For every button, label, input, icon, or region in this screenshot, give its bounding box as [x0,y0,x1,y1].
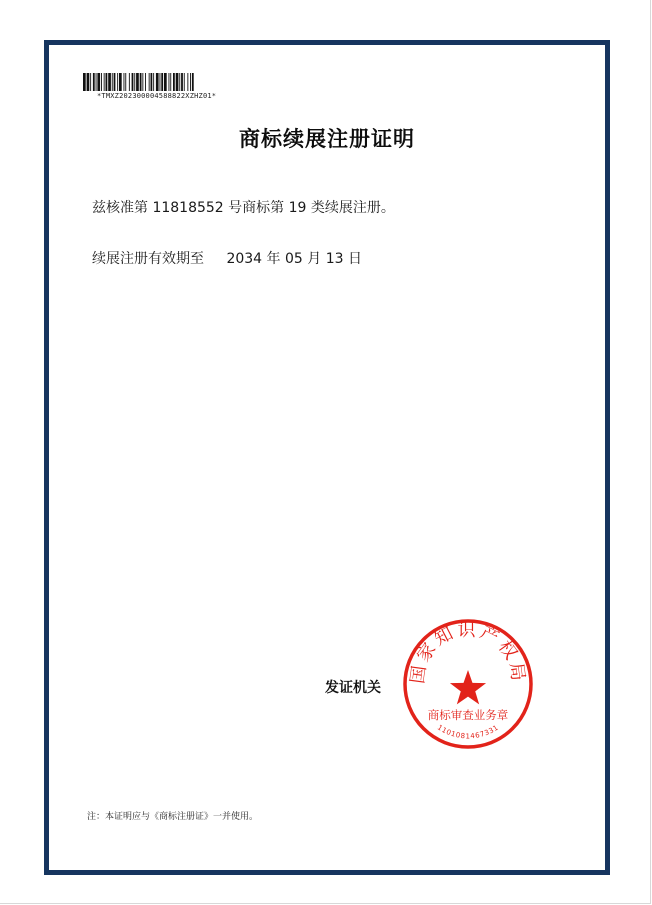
barcode-bar [97,73,100,91]
validity-day-unit: 日 [348,251,363,267]
barcode-bar [140,73,142,91]
barcode-bar [112,73,113,91]
barcode-bar [170,73,171,91]
validity-month-unit: 月 [307,251,322,267]
star-icon [450,670,486,704]
barcode-bar [136,73,139,91]
barcode-bar [132,73,134,91]
barcode-bar [176,73,179,91]
barcode-bar [93,73,95,91]
footnote: 注：本证明应与《商标注册证》一并使用。 [87,812,259,822]
barcode-bar [145,73,146,91]
approval-prefix: 兹核准第 [92,200,148,216]
class-number: 19 [288,200,307,216]
approval-statement [92,197,395,217]
barcode-bar [125,73,126,91]
barcode-bar [192,73,194,91]
barcode-bar [164,73,167,91]
approval-mid: 号商标第 [228,200,285,216]
barcode-bar [134,73,135,91]
barcode-bar [124,73,125,91]
barcode-bar [179,73,180,91]
barcode-bar [90,73,91,91]
barcode-bar [187,73,188,91]
validity-day: 13 [325,251,344,267]
issuing-authority-label: 发证机关 [325,680,381,696]
barcode-bar [151,73,153,91]
barcode-bar [156,73,159,91]
approval-suffix: 类续展注册。 [310,200,395,216]
barcode-bar [106,73,108,91]
certificate-frame [44,40,610,875]
barcode-bar [153,73,154,91]
barcode-bar [108,73,111,91]
barcode-bar [173,73,175,91]
barcode-bar [190,73,191,91]
barcode-bar [119,73,122,91]
barcode-bar [181,73,183,91]
validity-label: 续展注册有效期至 [92,251,204,267]
barcode-bar [142,73,143,91]
certificate-title: 商标续展注册证明 [239,127,415,151]
validity-year-unit: 年 [266,251,281,267]
barcode-bar [87,73,90,91]
barcode-bar [149,73,150,91]
barcode-bar [117,73,118,91]
seal-outer-text: 国家知识产权局 [407,619,529,686]
seal-number: 1101081467331 [435,723,501,741]
barcode-bar [101,73,102,91]
barcode-bar [184,73,185,91]
barcode-block [83,73,243,100]
barcode-bar [104,73,105,91]
barcode-bar [96,73,97,91]
registration-number: 11818552 [152,200,224,216]
barcode-bar [114,73,116,91]
validity-month: 05 [285,251,303,267]
official-seal [401,617,535,751]
validity-statement [92,248,362,268]
barcode-bar [169,73,170,91]
barcode-bar [83,73,86,91]
barcode-bar [129,73,130,91]
barcode-bar [160,73,161,91]
barcode-number: *TMXZ202300004588822XZHZ01* [97,92,217,100]
barcode-bar [161,73,163,91]
validity-year: 2034 [226,251,263,267]
barcode-image [83,73,239,91]
seal-inner-text: 商标审查业务章 [427,708,509,722]
